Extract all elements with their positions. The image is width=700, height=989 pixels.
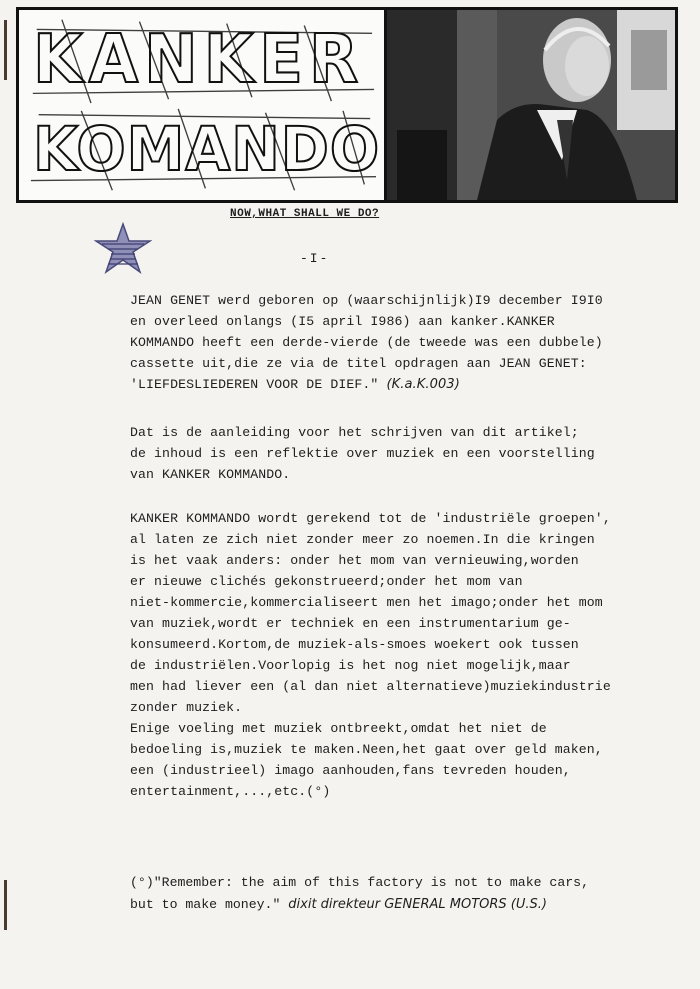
logo [19, 10, 387, 200]
text-line: niet-kommercie,kommercialiseert men het imago;onder het mom [130, 595, 603, 610]
logo-line-2: KOMANDO [33, 113, 381, 185]
text-line: konsumeerd.Kortom,de muziek-als-smoes woekert ook tussen [130, 637, 579, 652]
handwritten-attribution: dixit direkteur GENERAL MOTORS (U.S.) [288, 897, 547, 912]
text-line: bedoeling is,muziek te maken.Neen,het gaat over geld maken, [130, 742, 603, 757]
paragraph-3 [130, 508, 670, 802]
logo-line-1: KANKER [33, 21, 365, 99]
handwritten-catalog-number: (K.a.K.003) [386, 377, 460, 392]
text-line: de industriëlen.Voorlopig is het nog niet mogelijk,maar [130, 658, 571, 673]
margin-mark [4, 880, 7, 930]
text-line: 'LIEFDESLIEDEREN VOOR DE DIEF." [130, 377, 387, 392]
text-line: but to make money." [130, 897, 289, 912]
text-line: Enige voeling met muziek ontbreekt,omdat het niet de [130, 721, 547, 736]
text-line: zonder muziek. [130, 700, 243, 715]
paragraph-2 [130, 422, 670, 485]
text-line: men had liever een (al dan niet alternatieve)muziekindustrie [130, 679, 611, 694]
text-line: KOMMANDO heeft een derde-vierde (de tweede was een dubbele) [130, 335, 603, 350]
text-line: een (industrieel) imago aanhouden,fans tevreden houden, [130, 763, 571, 778]
portrait-photo [387, 10, 675, 200]
text-line: (°)"Remember: the aim of this factory is not to make cars, [130, 875, 589, 890]
text-line: en overleed onlangs (I5 april I986) aan kanker.KANKER [130, 314, 555, 329]
paragraph-1 [130, 290, 670, 395]
page-number: -I- [300, 251, 330, 266]
margin-mark [4, 20, 7, 80]
text-line: is het vaak anders: onder het mom van vernieuwing,worden [130, 553, 579, 568]
star-doodle-icon [94, 222, 152, 274]
article-subtitle: NOW,WHAT SHALL WE DO? [230, 208, 380, 220]
text-line: JEAN GENET werd geboren op (waarschijnlijk)I9 december I9I0 [130, 293, 603, 308]
header-banner [16, 7, 678, 203]
text-line: van muziek,wordt er techniek en een instrumentarium ge- [130, 616, 571, 631]
text-line: Dat is de aanleiding voor het schrijven van dit artikel; [130, 425, 579, 440]
text-line: van KANKER KOMMANDO. [130, 467, 291, 482]
text-line: entertainment,...,etc.(°) [130, 784, 331, 799]
footnote [130, 872, 670, 916]
text-line: cassette uit,die ze via de titel opdragen aan JEAN GENET: [130, 356, 587, 371]
text-line: er nieuwe clichés gekonstrueerd;onder het mom van [130, 574, 523, 589]
text-line: de inhoud is een reflektie over muziek en een voorstelling [130, 446, 595, 461]
text-line: al laten ze zich niet zonder meer zo noemen.In die kringen [130, 532, 595, 547]
text-line: KANKER KOMMANDO wordt gerekend tot de 'industriële groepen', [130, 511, 611, 526]
